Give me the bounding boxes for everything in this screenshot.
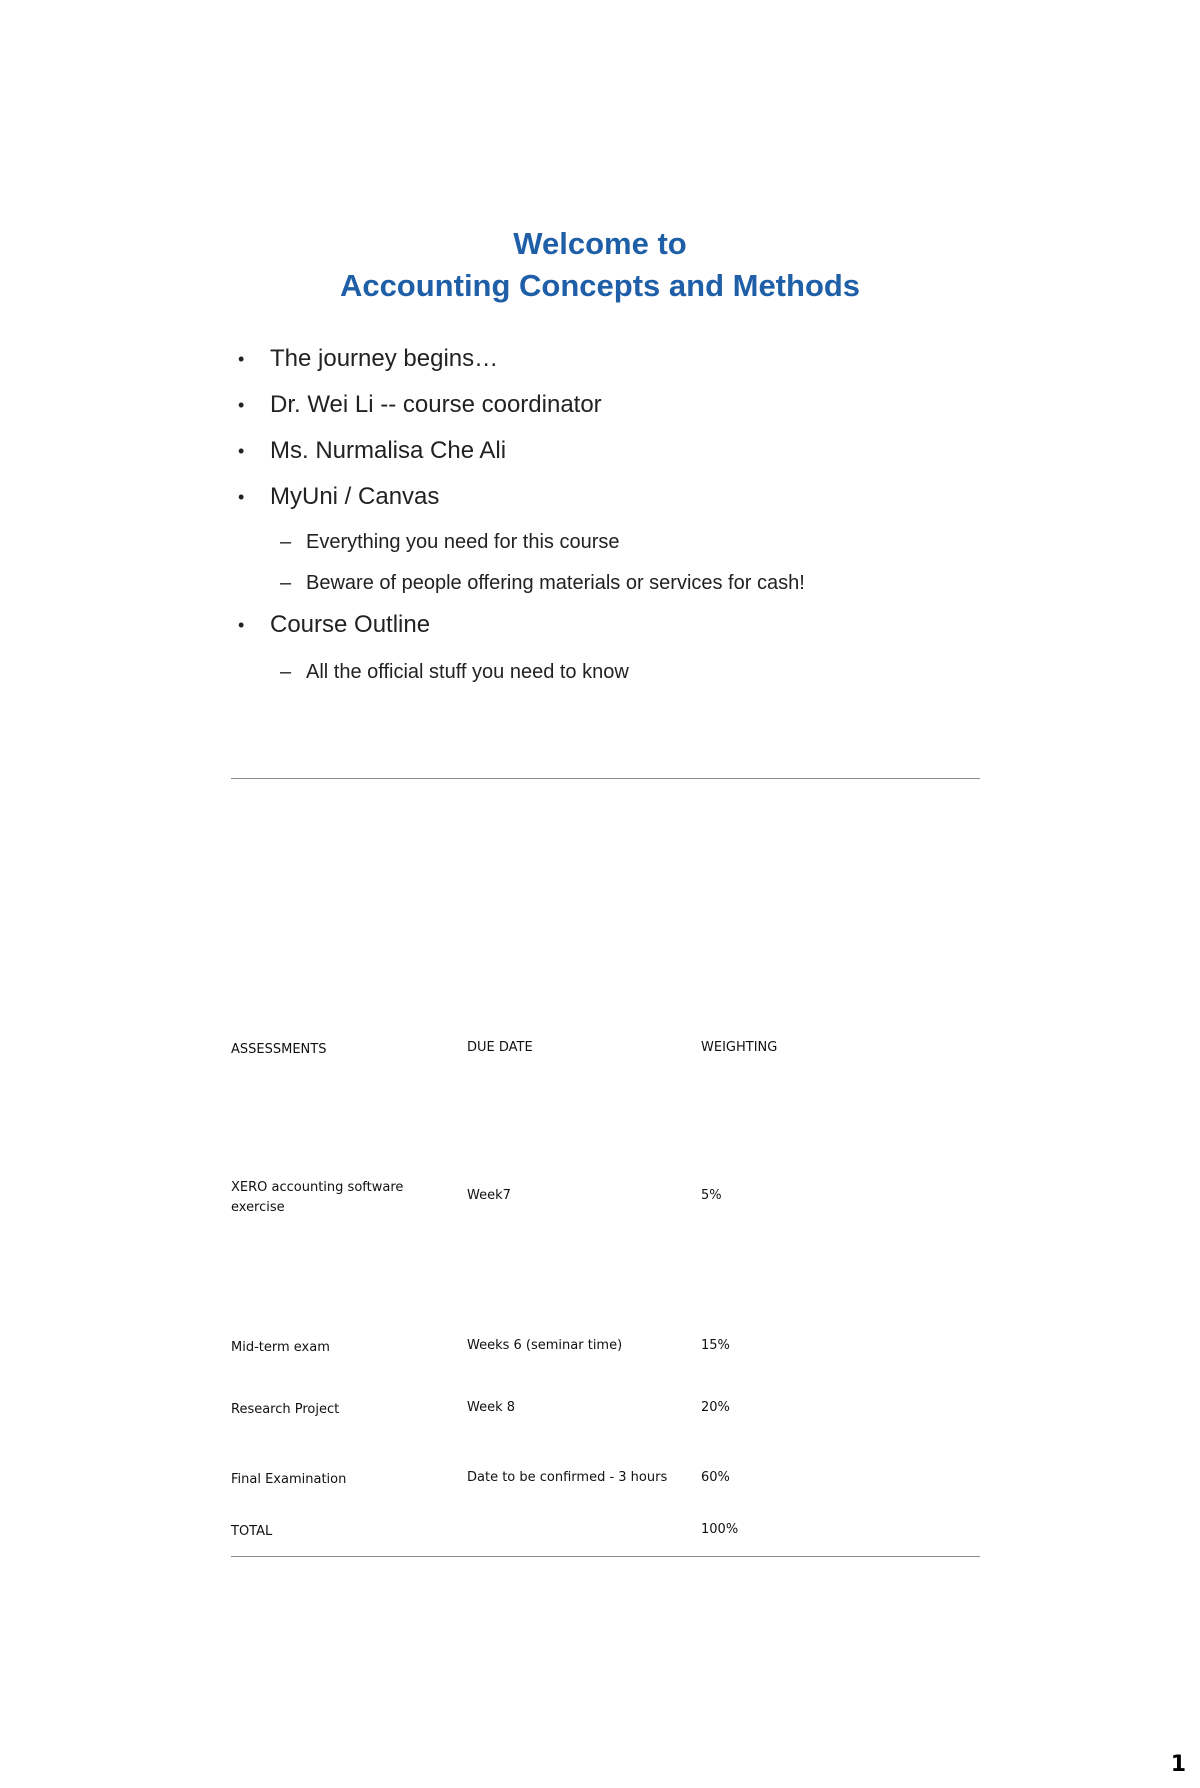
bullet-text: The journey begins… [270, 345, 499, 372]
bullet-marker: • [238, 487, 245, 507]
bullet-marker: • [238, 615, 245, 635]
bullet-text: MyUni / Canvas [270, 483, 440, 510]
sub-bullet-marker: – [280, 531, 292, 553]
header-assessments: ASSESSMENTS [231, 1042, 327, 1057]
slide-title [230, 223, 970, 307]
bullet-marker: • [238, 441, 245, 461]
sub-bullet-item [238, 654, 1038, 695]
bullet-text: Dr. Wei Li -- course coordinator [270, 391, 602, 418]
cell-due-date: Date to be confirmed - 3 hours [467, 1470, 668, 1485]
header-weighting: WEIGHTING [701, 1040, 778, 1055]
cell-weighting: 20% [701, 1400, 730, 1415]
slide-title-line-2: Accounting Concepts and Methods [339, 268, 861, 303]
bullet-item [238, 386, 1038, 432]
cell-total-weighting: 100% [701, 1522, 739, 1537]
sub-bullet-text: All the official stuff you need to know [306, 661, 629, 683]
bullet-item [238, 478, 1038, 524]
sub-bullet-marker: – [280, 661, 292, 683]
cell-due-date: Week 8 [467, 1400, 516, 1415]
sub-bullet-item [238, 565, 1038, 606]
cell-weighting: 60% [701, 1470, 730, 1485]
cell-assessment: Final Examination [231, 1472, 347, 1487]
sub-bullet-text: Beware of people offering materials or services for cash! [306, 572, 805, 594]
bullet-marker: • [238, 395, 245, 415]
bullet-marker: • [238, 349, 245, 369]
bullet-text: Course Outline [270, 611, 431, 638]
sub-bullet-marker: – [280, 572, 292, 594]
table-bottom-rule [231, 1556, 980, 1557]
sub-bullet-item [238, 524, 1038, 565]
bullet-list [238, 340, 1038, 695]
cell-total-label: TOTAL [231, 1524, 273, 1539]
cell-due-date: Week7 [467, 1188, 511, 1203]
bullet-item [238, 340, 1038, 386]
bullet-item [238, 606, 1038, 654]
sub-bullet-text: Everything you need for this course [306, 531, 620, 553]
header-due-date: DUE DATE [467, 1040, 533, 1055]
cell-due-date: Weeks 6 (seminar time) [467, 1338, 623, 1353]
slide-divider [231, 778, 980, 779]
bullet-text: Ms. Nurmalisa Che Ali [270, 437, 507, 464]
cell-assessment: XERO accounting software exercise [231, 1180, 404, 1215]
cell-weighting: 5% [701, 1188, 722, 1203]
slide-title-line-1: Welcome to [513, 226, 687, 261]
bullet-item [238, 432, 1038, 478]
cell-assessment: Mid-term exam [231, 1340, 330, 1355]
page-number: 1 [1170, 1752, 1186, 1777]
cell-weighting: 15% [701, 1338, 730, 1353]
cell-assessment: Research Project [231, 1402, 340, 1417]
